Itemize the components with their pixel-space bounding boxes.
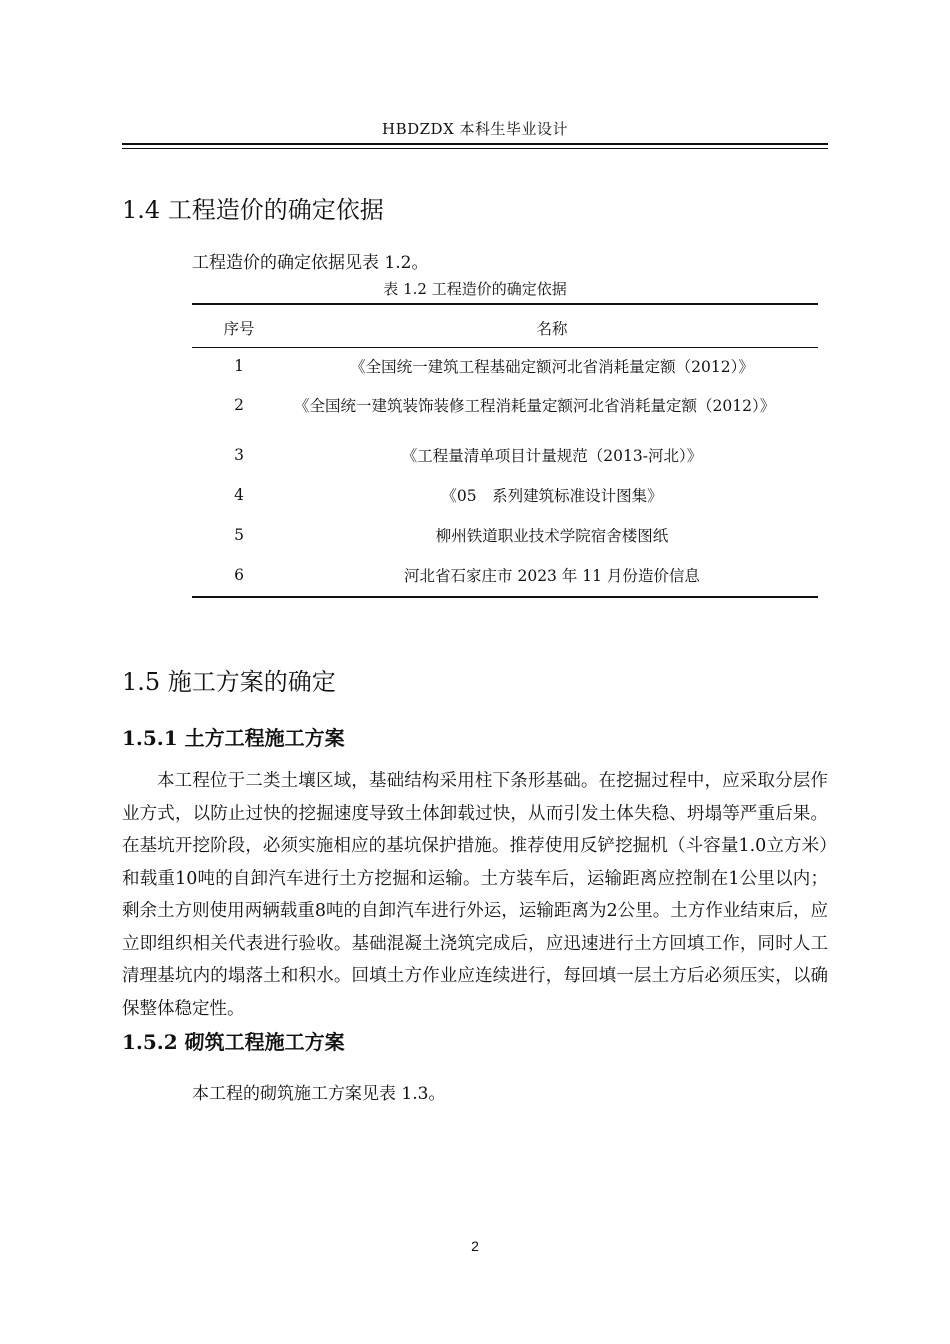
section-heading-1-4: 1.4 工程造价的确定依据 <box>122 196 384 224</box>
table-caption: 表 1.2 工程造价的确定依据 <box>383 280 567 298</box>
row-no: 2 <box>234 396 244 414</box>
header-rule-thin <box>122 148 828 149</box>
row-no: 4 <box>234 486 244 504</box>
earthwork-paragraph: 本工程位于二类土壤区域，基础结构采用柱下条形基础。在挖掘过程中，应采取分层作业方式，以防止过快的挖掘速度导致土体卸载过快，从而引发土体失稳、坍塌等严重后果。在基坑开挖阶段，必须实施相应的基坑保护措施。推荐使用反铲挖掘机（斗容量1.0立方米）和载重10吨的自卸汽车进行土方挖掘和运输。土方装车后，运输距离应控制在1公里以内；剩余土方则使用两辆载重8吨的自卸汽车进行外运，运输距离为2公里。土方作业结束后，应立即组织相关代表进行验收。基础混凝土浇筑完成后，应迅速进行土方回填工作，同时人工清理基坑内的塌落土和积水。回填土方作业应连续进行，每回填一层土方后必须压实，以确保整体稳定性。 <box>122 771 828 1019</box>
row-name: 《工程量清单项目计量规范（2013-河北）》 <box>401 447 703 465</box>
row-name: 柳州铁道职业技术学院宿舍楼图纸 <box>435 527 669 545</box>
masonry-intro-text: 本工程的砌筑施工方案见表 1.3。 <box>192 1084 446 1104</box>
table-intro-text: 工程造价的确定依据见表 1.2。 <box>192 253 429 273</box>
header-rule-thick <box>122 143 828 145</box>
row-name: 《05 系列建筑标准设计图集》 <box>441 487 663 505</box>
row-no: 3 <box>234 446 244 464</box>
table-row <box>192 387 818 437</box>
row-no: 5 <box>234 526 244 544</box>
table-row <box>192 477 818 517</box>
row-no: 1 <box>234 356 244 375</box>
page-number: 2 <box>471 1238 479 1254</box>
basis-table <box>192 303 818 598</box>
column-header-no: 序号 <box>192 304 286 347</box>
table-row <box>192 437 818 477</box>
row-name: 《全国统一建筑工程基础定额河北省消耗量定额（2012）》 <box>350 357 754 376</box>
subsection-heading-1-5-1: 1.5.1 土方工程施工方案 <box>122 726 345 750</box>
column-header-name: 名称 <box>286 304 818 347</box>
table-row <box>192 557 818 597</box>
table-header-row <box>192 304 818 347</box>
page-header: HBDZDX 本科生毕业设计 <box>381 120 569 138</box>
table-row <box>192 517 818 557</box>
table-row <box>192 347 818 387</box>
subsection-heading-1-5-2: 1.5.2 砌筑工程施工方案 <box>122 1030 345 1054</box>
row-no: 6 <box>192 557 286 597</box>
section-heading-1-5: 1.5 施工方案的确定 <box>122 668 336 696</box>
row-name: 《全国统一建筑装饰装修工程消耗量定额河北省消耗量定额（2012）》 <box>294 397 776 415</box>
row-name: 河北省石家庄市 2023 年 11 月份造价信息 <box>286 557 818 597</box>
